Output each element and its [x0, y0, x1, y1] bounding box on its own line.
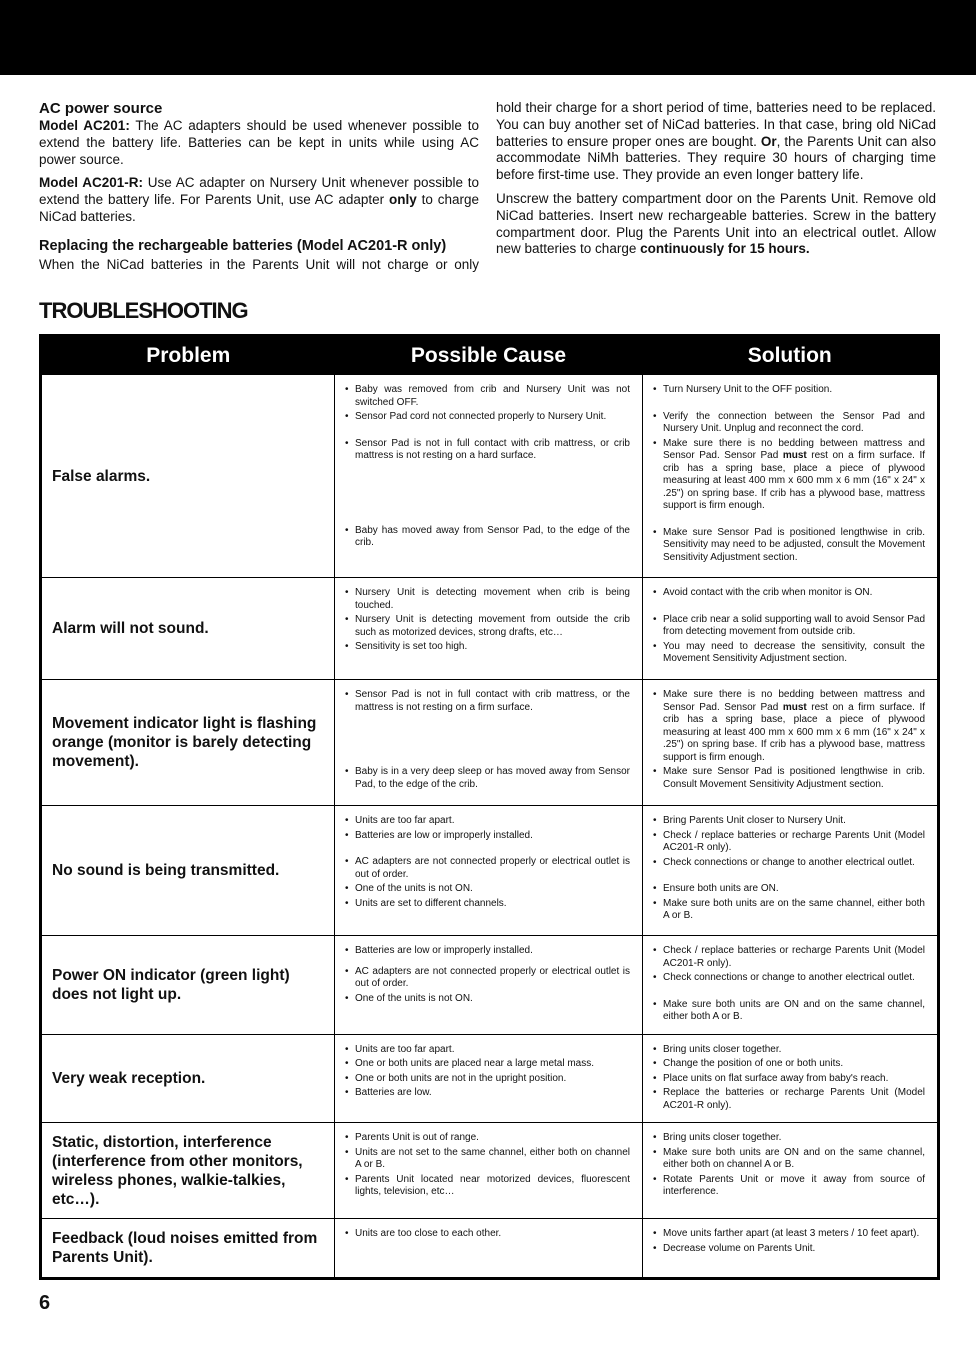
problem-cell: Feedback (loud noises emitted from Parents Unit).: [41, 1219, 335, 1279]
cause-list: [345, 1228, 630, 1241]
table-row: [41, 806, 939, 936]
table-row: [41, 578, 939, 680]
list-item: • Batteries are low or improperly installed.: [345, 945, 630, 958]
list-item: • Make sure there is no bedding between mattress and Sensor Pad. Sensor Pad must rest on a firm surface. If crib has a spring base, place a piece of plywood measuring at least 400 mm x 600 mm x 6 mm (16" x 24" x .25") on spring base. If crib has a plywood base, mattress support is firm enough.: [653, 438, 925, 513]
list-item: • AC adapters are not connected properly or electrical outlet is out of order.: [345, 856, 630, 881]
unscrew-paragraph: [496, 191, 936, 258]
list-item: • Make sure both units are ON and on the same channel, either both A or B.: [653, 999, 925, 1024]
list-item: • Baby was removed from crib and Nursery Unit was not switched OFF.: [345, 384, 630, 409]
problem-cell: No sound is being transmitted.: [41, 806, 335, 936]
list-item: • Place units on flat surface away from baby's reach.: [653, 1073, 925, 1086]
ac201-text: The AC adapters should be used whenever possible to extend the battery life. Batteries can be kept in units while using AC power source.: [39, 118, 480, 167]
list-item: • Change the position of one or both units.: [653, 1058, 925, 1071]
ac201r-text-b: to charge NiCad batteries.: [39, 192, 479, 224]
ac201r-paragraph: [39, 175, 479, 225]
replace-heading: Replacing the rechargeable batteries (Model AC201-R only): [39, 237, 447, 254]
ac201r-label: Model AC201-R:: [39, 175, 143, 191]
table-header-row: [41, 336, 939, 375]
list-item: • Verify the connection between the Sensor Pad and Nursery Unit. Unplug and reconnect the cord.: [653, 411, 925, 436]
replace-continued: [496, 100, 936, 184]
ac201r-only: only: [389, 192, 417, 208]
list-item: • One or both units are placed near a large metal mass.: [345, 1058, 630, 1071]
list-item: • Decrease volume on Parents Unit.: [653, 1243, 925, 1256]
list-item: • Batteries are low.: [345, 1087, 630, 1100]
cause-cell: [335, 936, 643, 1035]
table-row: [41, 1219, 939, 1279]
solution-cell: [643, 1034, 939, 1123]
solution-list: [653, 689, 925, 791]
cause-cell: [335, 1219, 643, 1279]
ac201-label: Model AC201:: [39, 118, 130, 133]
header-cause: Possible Cause: [335, 336, 643, 375]
cause-list: [345, 1132, 630, 1199]
solution-cell: [643, 680, 939, 806]
list-item: • One or both units are not in the upright position.: [345, 1073, 630, 1086]
list-item: • Units are not set to the same channel, either both on channel A or B.: [345, 1147, 630, 1172]
list-item: • Nursery Unit is detecting movement when crib is being touched.: [345, 587, 630, 612]
list-item: • AC adapters are not connected properly or electrical outlet is out of order.: [345, 966, 630, 991]
list-item: • Make sure both units are on the same channel, either both A or B.: [653, 898, 925, 923]
cause-cell: [335, 578, 643, 680]
list-item: • One of the units is not ON.: [345, 993, 630, 1006]
unscrew-bold: continuously for 15 hours.: [640, 241, 810, 257]
list-item: • Bring units closer together.: [653, 1044, 925, 1057]
emphasis-must: must: [782, 701, 807, 713]
list-item: • Batteries are low or improperly installed.: [345, 830, 630, 843]
list-item: • You may need to decrease the sensitivity, consult the Movement Sensitivity Adjustment section.: [653, 641, 925, 666]
cause-cell: [335, 680, 643, 806]
right-column: [496, 100, 936, 265]
list-item: • Check connections or change to another electrical outlet.: [653, 972, 925, 985]
unscrew-text: Unscrew the battery compartment door on the Parents Unit. Remove old NiCad batteries. Insert new rechargeable batteries. Screw in the battery compartment door. Plug the Parents Unit into an electrical outlet. Allow new batteries to charge: [496, 190, 936, 257]
list-item: • Move units farther apart (at least 3 meters / 10 feet apart).: [653, 1228, 925, 1241]
problem-cell: Very weak reception.: [41, 1034, 335, 1123]
cause-list: [345, 384, 630, 550]
problem-cell: False alarms.: [41, 375, 335, 578]
list-item: • Units are too close to each other.: [345, 1228, 630, 1241]
problem-cell: Power ON indicator (green light) does not light up.: [41, 936, 335, 1035]
list-item: • Bring Parents Unit closer to Nursery Unit.: [653, 815, 925, 828]
list-item: • Sensitivity is set too high.: [345, 641, 630, 654]
cause-list: [345, 587, 630, 654]
page-number: 6: [39, 1292, 51, 1314]
list-item: • Make sure both units are ON and on the same channel, either both on channel A or B.: [653, 1147, 925, 1172]
cause-cell: [335, 1123, 643, 1219]
list-item: • Rotate Parents Unit or move it away from source of interference.: [653, 1174, 925, 1199]
solution-cell: [643, 936, 939, 1035]
list-item: • Turn Nursery Unit to the OFF position.: [653, 384, 925, 397]
cause-cell: [335, 1034, 643, 1123]
list-item: • Bring units closer together.: [653, 1132, 925, 1145]
list-item: • One of the units is not ON.: [345, 883, 630, 896]
cause-list: [345, 815, 630, 910]
solution-list: [653, 384, 925, 564]
ac-power-heading: AC power source: [39, 100, 163, 117]
list-item: • Check / replace batteries or recharge Parents Unit (Model AC201-R only).: [653, 945, 925, 970]
list-item: • Units are set to different channels.: [345, 898, 630, 911]
header-bar: [0, 0, 976, 75]
list-item: • Place crib near a solid supporting wall to avoid Sensor Pad from detecting movement from outside crib.: [653, 614, 925, 639]
cause-list: [345, 689, 630, 791]
list-item: • Parents Unit located near motorized devices, fluorescent lights, television, etc…: [345, 1174, 630, 1199]
ac201r-text-a: Use AC adapter on Nursery Unit whenever possible to extend the battery life. For Parents Unit, use AC adapter: [39, 175, 479, 208]
problem-cell: Static, distortion, interference (interference from other monitors, wireless phones, walkie-talkies, etc…).: [41, 1123, 335, 1219]
solution-cell: [643, 375, 939, 578]
list-item: • Nursery Unit is detecting movement from outside the crib such as motorized devices, strong drafts, etc…: [345, 614, 630, 639]
troubleshooting-title: TROUBLESHOOTING: [39, 298, 248, 323]
list-item: • Parents Unit is out of range.: [345, 1132, 630, 1145]
replace-paragraph: [39, 257, 479, 291]
list-item: • Avoid contact with the crib when monitor is ON.: [653, 587, 925, 600]
list-item: • Baby is in a very deep sleep or has moved away from Sensor Pad, to the edge of the crib.: [345, 766, 630, 791]
table-row: [41, 680, 939, 806]
list-item: • Make sure Sensor Pad is positioned lengthwise in crib. Consult Movement Sensitivity Adjustment section.: [653, 766, 925, 791]
or-word: Or: [760, 133, 777, 149]
table-row: [41, 936, 939, 1035]
solution-list: [653, 1044, 925, 1113]
list-item: • Make sure there is no bedding between mattress and Sensor Pad. Sensor Pad must rest on a firm surface. If crib has a spring base, place a piece of plywood measuring at least 400 mm x 600 mm x 6 mm (16" x 24" x .25") on spring base. If crib has a plywood base, mattress support is firm enough.: [653, 689, 925, 764]
replace-text: When the NiCad batteries in the Parents Unit will not charge or only: [39, 256, 479, 272]
header-solution: Solution: [643, 336, 939, 375]
solution-list: [653, 945, 925, 1024]
cause-cell: [335, 375, 643, 578]
list-item: • Make sure Sensor Pad is positioned lengthwise in crib. Sensitivity may need to be adjusted, consult the Movement Sensitivity Adjustment section.: [653, 527, 925, 565]
table-row: [41, 1034, 939, 1123]
list-item: • Check connections or change to another electrical outlet.: [653, 857, 925, 870]
list-item: • Ensure both units are ON.: [653, 883, 925, 896]
problem-cell: Alarm will not sound.: [41, 578, 335, 680]
solution-cell: [643, 578, 939, 680]
replace-text-b: , the Parents Unit can also accommodate NiMh batteries. They require 30 hours of charging time before first-time use. They provide an even longer battery life.: [496, 133, 937, 183]
solution-list: [653, 815, 925, 923]
cause-list: [345, 1044, 630, 1100]
solution-list: [653, 1228, 925, 1255]
list-item: • Sensor Pad is not in full contact with crib mattress, or crib mattress is not resting on a hard surface.: [345, 438, 630, 463]
ac201-paragraph: [39, 118, 479, 168]
table-row: [41, 375, 939, 578]
problem-cell: Movement indicator light is flashing orange (monitor is barely detecting movement).: [41, 680, 335, 806]
list-item: • Check / replace batteries or recharge Parents Unit (Model AC201-R only).: [653, 830, 925, 855]
solution-list: [653, 1132, 925, 1199]
solution-cell: [643, 1123, 939, 1219]
troubleshooting-table: [39, 334, 940, 1280]
left-column: [39, 100, 479, 298]
table-row: [41, 1123, 939, 1219]
list-item: • Baby has moved away from Sensor Pad, to the edge of the crib.: [345, 525, 630, 550]
header-problem: Problem: [41, 336, 335, 375]
emphasis-must: must: [782, 450, 807, 461]
solution-cell: [643, 806, 939, 936]
solution-cell: [643, 1219, 939, 1279]
list-item: • Units are too far apart.: [345, 1044, 630, 1057]
list-item: • Units are too far apart.: [345, 815, 630, 828]
cause-cell: [335, 806, 643, 936]
solution-list: [653, 587, 925, 666]
cause-list: [345, 945, 630, 1005]
replace-text-cont: hold their charge for a short period of time, batteries need to be replaced. You can buy another set of NiCad batteries. In that case, bring old NiCad batteries to ensure proper ones are bought.: [496, 100, 936, 149]
list-item: • Sensor Pad is not in full contact with crib mattress, or the mattress is not resting on a firm surface.: [345, 689, 630, 714]
list-item: • Replace the batteries or recharge Parents Unit (Model AC201-R only).: [653, 1087, 925, 1112]
list-item: • Sensor Pad cord not connected properly to Nursery Unit.: [345, 411, 630, 424]
